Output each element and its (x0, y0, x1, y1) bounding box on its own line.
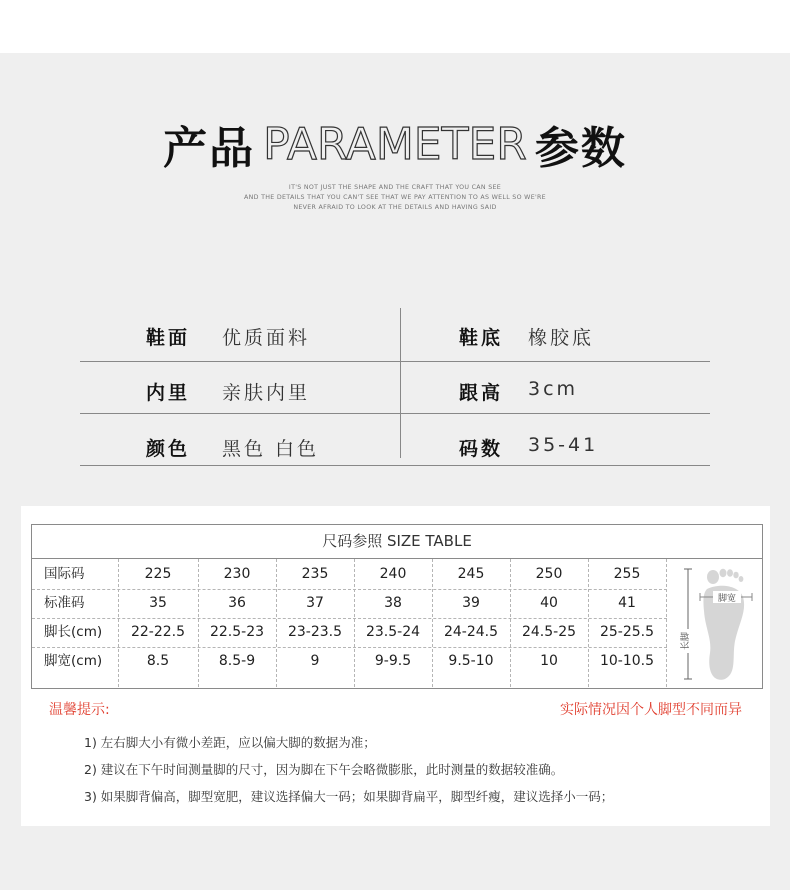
note-item: 1) 左右脚大小有微小差距，应以偏大脚的数据为准； (84, 735, 376, 750)
table-row (32, 647, 667, 676)
table-cell: 41 (618, 595, 636, 611)
table-cell: 22.5-23 (209, 624, 265, 640)
param-value: 3cm (528, 378, 579, 400)
size-table-title: 尺码参照 SIZE TABLE (32, 525, 762, 559)
param-value: 35-41 (528, 434, 599, 456)
params-table (80, 308, 710, 466)
table-cell: 23-23.5 (287, 624, 343, 640)
size-card (21, 506, 770, 826)
param-key: 码数 (459, 438, 504, 460)
foot-icon (677, 561, 757, 685)
row-label: 脚长(cm) (44, 624, 103, 640)
tagline-line: AND THE DETAILS THAT YOU CAN'T SEE THAT WE PAY ATTENTION TO AS WELL SO WE'RE (244, 194, 546, 201)
table-cell: 36 (228, 595, 246, 611)
param-key: 颜色 (146, 438, 191, 460)
size-table (31, 524, 763, 689)
table-cell: 23.5-24 (365, 624, 421, 640)
table-cell: 25-25.5 (599, 624, 655, 640)
params-row (80, 360, 710, 414)
table-cell: 230 (223, 566, 251, 582)
params-row (80, 308, 710, 362)
table-cell: 255 (613, 566, 641, 582)
table-cell: 38 (384, 595, 402, 611)
table-row (32, 618, 667, 647)
table-cell: 39 (462, 595, 480, 611)
note-item: 2) 建议在下午时间测量脚的尺寸，因为脚在下午会略微膨胀，此时测量的数据较准确。 (84, 762, 564, 777)
param-key: 鞋面 (146, 327, 191, 349)
table-cell: 235 (301, 566, 329, 582)
param-value: 橡胶底 (528, 327, 595, 349)
table-row (32, 560, 667, 589)
table-cell: 225 (144, 566, 172, 582)
foot-diagram (677, 561, 757, 685)
param-value: 优质面料 (222, 327, 311, 349)
table-cell: 8.5 (146, 653, 170, 669)
foot-length-label: 长脚 (681, 631, 691, 651)
table-cell: 40 (540, 595, 558, 611)
table-cell: 10 (540, 653, 558, 669)
table-cell: 9.5-10 (448, 653, 494, 669)
tagline (0, 183, 790, 213)
row-label: 标准码 (44, 595, 85, 611)
param-key: 内里 (146, 382, 191, 404)
table-cell: 22-22.5 (130, 624, 186, 640)
title-cn-left: 产品 (163, 123, 256, 174)
tagline-line: IT'S NOT JUST THE SHAPE AND THE CRAFT THAT YOU CAN SEE (288, 184, 502, 191)
table-cell: 250 (535, 566, 563, 582)
tip-note-right: 实际情况因个人脚型不同而异 (560, 702, 742, 718)
note-item: 3) 如果脚背偏高，脚型宽肥，建议选择偏大一码；如果脚背扁平，脚型纤瘦，建议选择小一码； (84, 789, 614, 804)
param-key: 鞋底 (459, 327, 504, 349)
param-value: 亲肤内里 (222, 382, 311, 404)
table-cell: 240 (379, 566, 407, 582)
params-row (80, 412, 710, 466)
param-key: 跟高 (459, 382, 504, 404)
table-cell: 24.5-25 (521, 624, 577, 640)
row-label: 脚宽(cm) (44, 653, 103, 669)
table-cell: 245 (457, 566, 485, 582)
table-cell: 8.5-9 (218, 653, 256, 669)
table-cell: 24-24.5 (443, 624, 499, 640)
tip-title: 温馨提示: (49, 702, 110, 718)
param-value: 黑色 白色 (222, 438, 320, 460)
table-cell: 9 (310, 653, 320, 669)
table-cell: 9-9.5 (374, 653, 412, 669)
row-label: 国际码 (44, 566, 85, 582)
table-cell: 35 (149, 595, 167, 611)
table-cell: 10-10.5 (599, 653, 655, 669)
tagline-line: NEVER AFRAID TO LOOK AT THE DETAILS AND HAVING SAID (293, 204, 497, 211)
foot-width-label: 脚宽 (717, 594, 737, 604)
table-row (32, 589, 667, 618)
row-divider (80, 465, 710, 466)
title-en: PARAMETER (263, 118, 527, 170)
table-cell: 37 (306, 595, 324, 611)
title-cn-right: 参数 (534, 123, 627, 174)
page-title (0, 112, 790, 176)
